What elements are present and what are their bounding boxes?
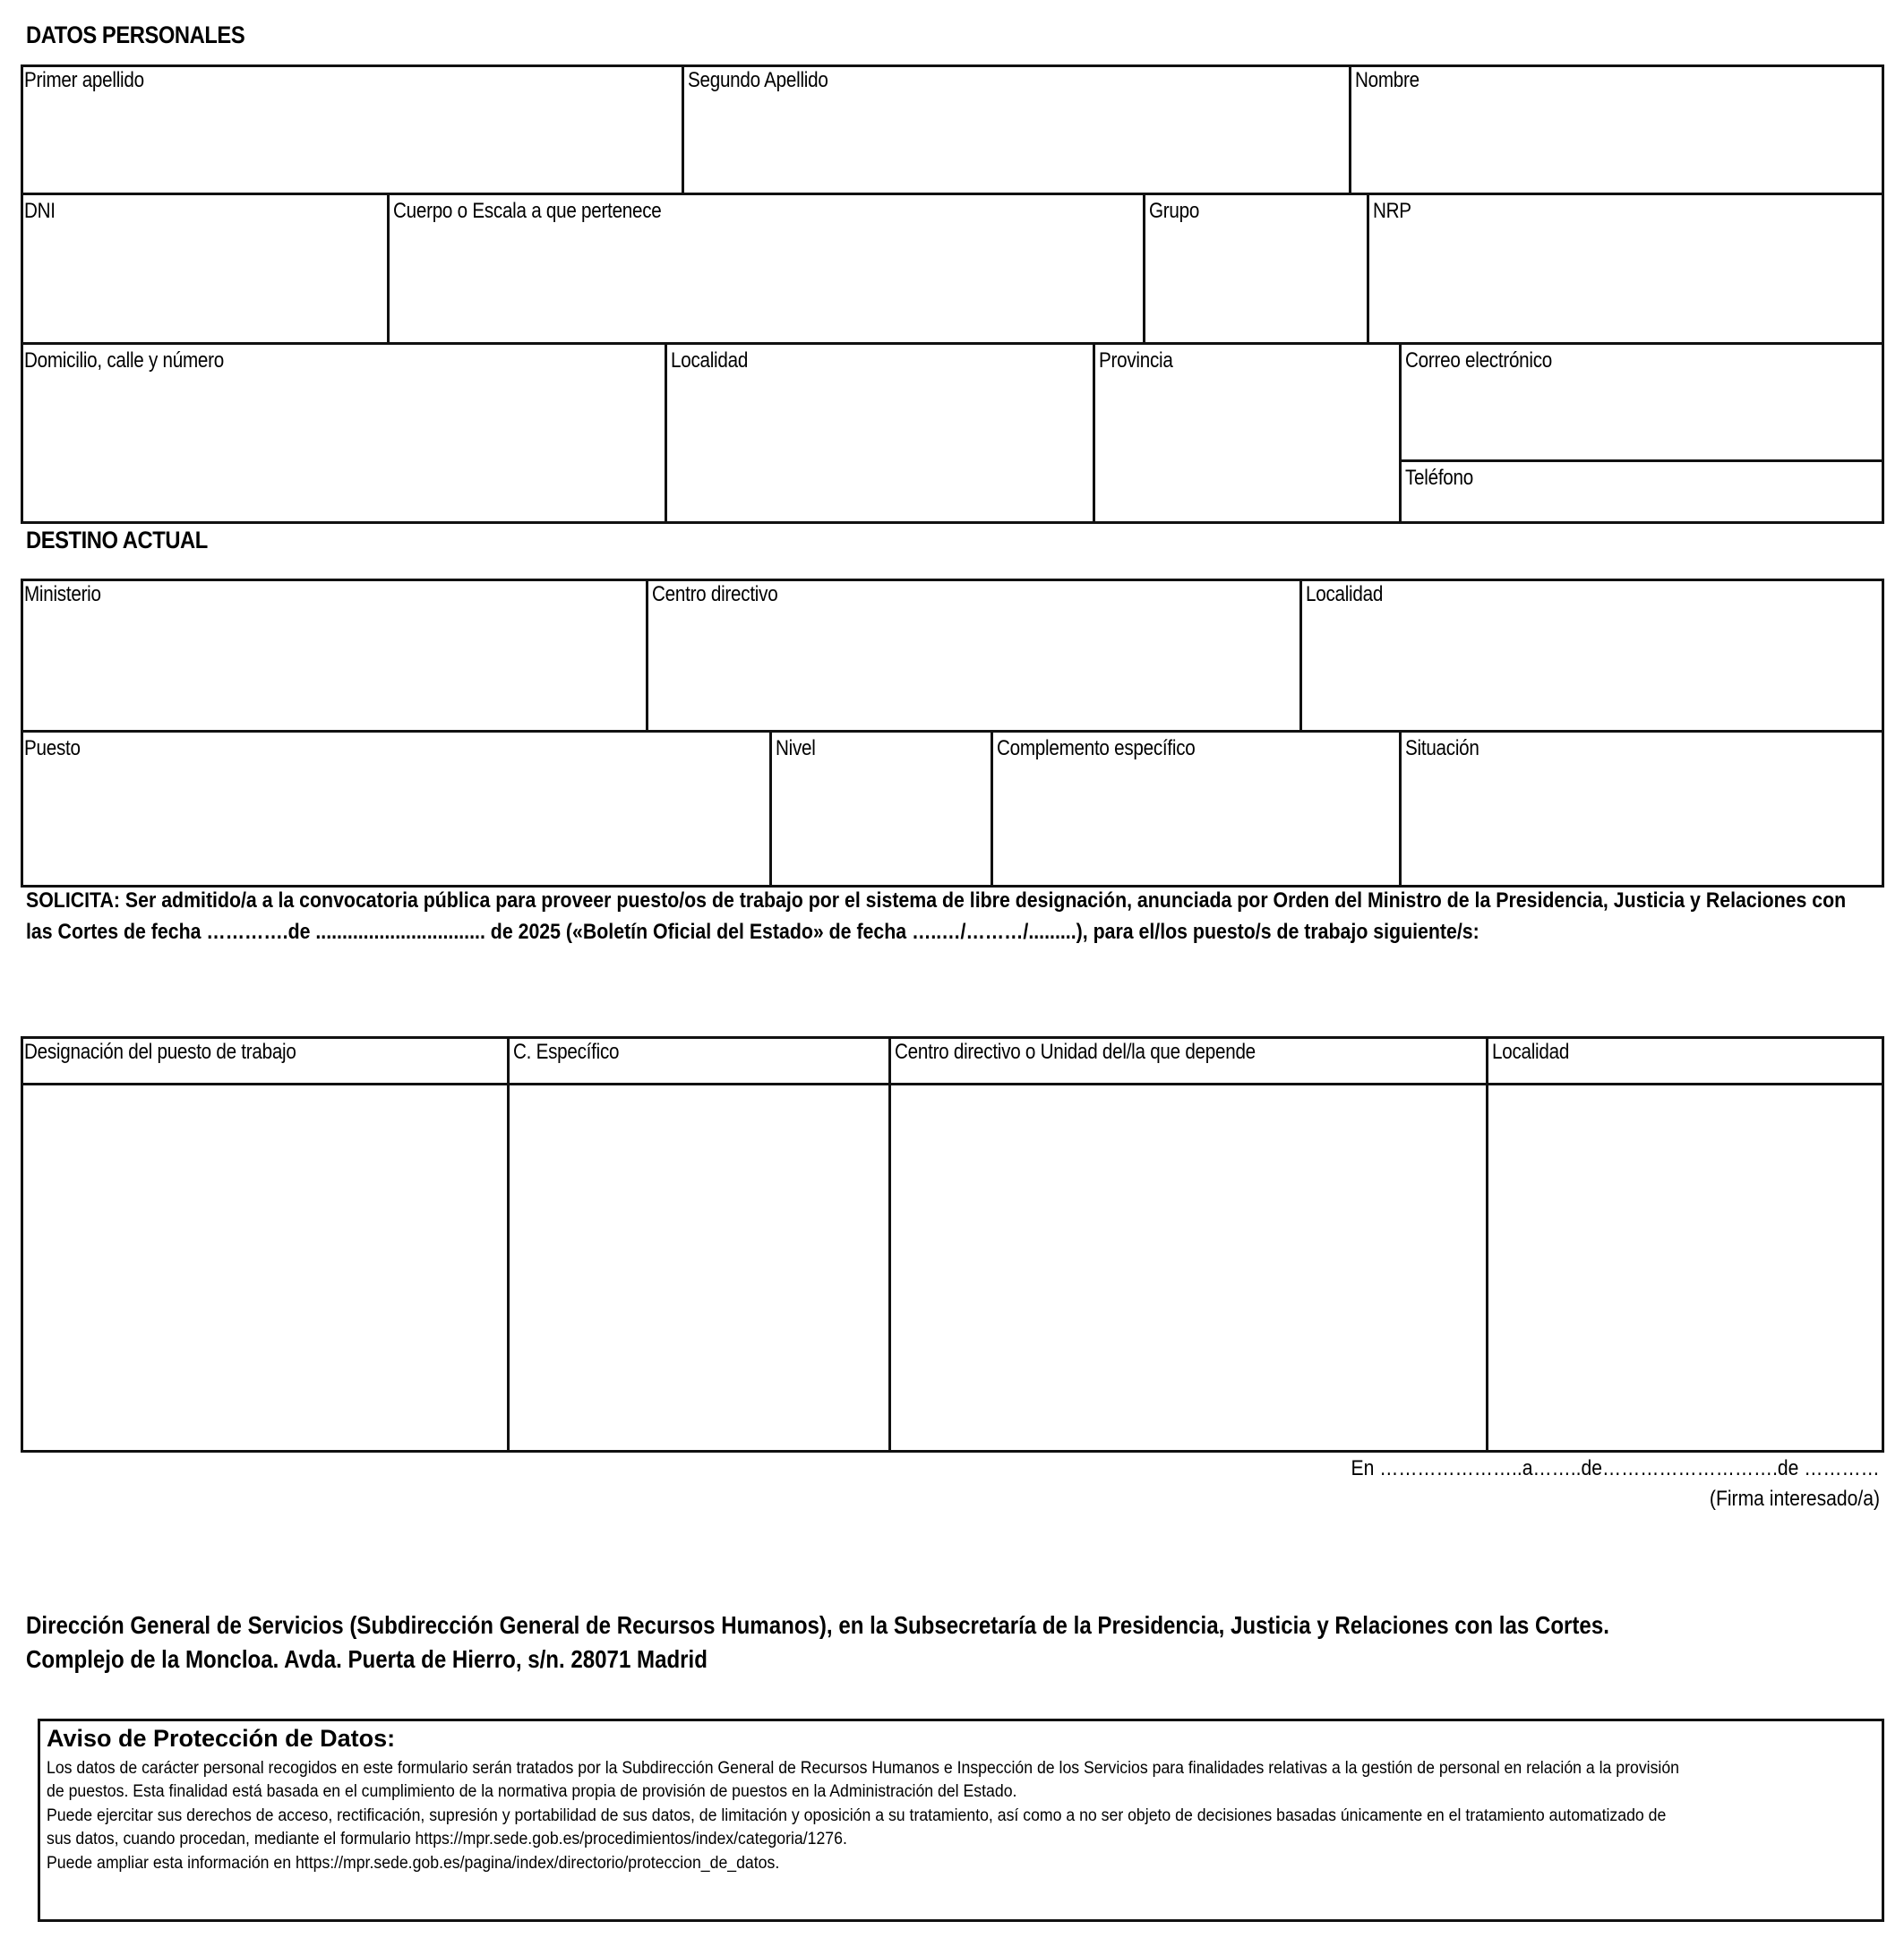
header-designacion (21, 1036, 510, 1083)
header-localidad (1486, 1036, 1884, 1083)
header-centro-directivo-unidad (888, 1036, 1488, 1083)
field-dni[interactable] (21, 193, 390, 345)
input-localidad[interactable] (1486, 1083, 1884, 1450)
field-cuerpo-escala[interactable] (387, 193, 1143, 345)
field-label: Centro directivo (652, 582, 778, 606)
field-puesto[interactable] (21, 730, 772, 888)
solicita-text-line-2: las Cortes de fecha ………….de ................................ de 2025 («Boletín Oficial del Estado» de fecha …..…/………/.........), para el/los puesto/s de trabajo siguiente/s: (26, 920, 1479, 944)
data-protection-title: Aviso de Protección de Datos: (47, 1725, 396, 1752)
field-label: Segundo Apellido (688, 68, 828, 92)
field-localidad[interactable] (665, 342, 1093, 524)
data-protection-line: sus datos, cuando procedan, mediante el formulario https://mpr.sede.gob.es/procedimientos/index/categoria/1276. (47, 1830, 847, 1848)
solicita-text-line-1: SOLICITA: Ser admitido/a a la convocatoria pública para proveer puesto/os de trabajo por el sistema de libre designación, anunciada por Orden del Ministro de la Presidencia, Justicia y Relaciones con (26, 888, 1847, 913)
field-centro-directivo[interactable] (646, 579, 1299, 733)
field-label: Grupo (1149, 199, 1200, 223)
input-centro-directivo-unidad[interactable] (888, 1083, 1488, 1450)
requested-posts-table (21, 1036, 1884, 1453)
field-label: Teléfono (1405, 466, 1473, 490)
field-primer-apellido[interactable] (21, 64, 684, 195)
field-nombre[interactable] (1349, 64, 1884, 195)
field-label: Provincia (1099, 348, 1173, 373)
field-segundo-apellido[interactable] (682, 64, 1349, 195)
field-label: Puesto (24, 736, 81, 760)
section-title-datos-personales: DATOS PERSONALES (26, 21, 245, 48)
column-header: Localidad (1492, 1040, 1570, 1064)
address-line-1: Dirección General de Servicios (Subdirección General de Recursos Humanos), en la Subsecretaría de la Presidencia, Justicia y Relaciones con las Cortes. (26, 1611, 1609, 1639)
field-label: Correo electrónico (1405, 348, 1553, 373)
field-label: Situación (1405, 736, 1479, 760)
field-label: Primer apellido (24, 68, 144, 92)
field-grupo[interactable] (1143, 193, 1367, 345)
field-complemento-especifico[interactable] (991, 730, 1399, 888)
section-title-destino-actual: DESTINO ACTUAL (26, 527, 208, 553)
column-header: Centro directivo o Unidad del/la que depende (895, 1040, 1256, 1064)
header-c-especifico (507, 1036, 891, 1083)
field-label: Cuerpo o Escala a que pertenece (393, 199, 662, 223)
field-correo-electronico[interactable] (1399, 342, 1884, 459)
input-designacion[interactable] (21, 1083, 510, 1450)
data-protection-line: Los datos de carácter personal recogidos en este formulario serán tratados por la Subdirección General de Recursos Humanos e Inspección de los Servicios para finalidades relativas a la gestión de personal en relación a la provisión (47, 1759, 1680, 1778)
field-provincia[interactable] (1093, 342, 1399, 524)
data-protection-line: de puestos. Esta finalidad está basada en el cumplimiento de la normativa propia de provisión de puestos en la Administración del Estado. (47, 1782, 1017, 1801)
data-protection-box (38, 1719, 1884, 1922)
field-label: NRP (1373, 199, 1411, 223)
column-header: C. Específico (513, 1040, 620, 1064)
input-c-especifico[interactable] (507, 1083, 891, 1450)
signature-place-date[interactable]: En …………………..a……..de……………………….de ………… (1351, 1456, 1880, 1480)
current-post-table (21, 579, 1884, 888)
data-protection-line: Puede ampliar esta información en https://mpr.sede.gob.es/pagina/index/directorio/proteccion_de_datos. (47, 1854, 780, 1873)
field-telefono[interactable] (1399, 459, 1884, 524)
field-label: Complemento específico (997, 736, 1196, 760)
field-label: DNI (24, 199, 56, 223)
column-header: Designación del puesto de trabajo (24, 1040, 296, 1064)
signature-label: (Firma interesado/a) (1709, 1487, 1880, 1511)
address-line-2: Complejo de la Moncloa. Avda. Puerta de Hierro, s/n. 28071 Madrid (26, 1645, 708, 1673)
field-label: Nivel (776, 736, 816, 760)
field-nivel[interactable] (769, 730, 991, 888)
field-label: Ministerio (24, 582, 101, 606)
field-localidad-destino[interactable] (1299, 579, 1884, 733)
field-situacion[interactable] (1399, 730, 1884, 888)
field-label: Localidad (671, 348, 749, 373)
field-label: Domicilio, calle y número (24, 348, 224, 373)
field-label: Localidad (1306, 582, 1384, 606)
personal-data-table (21, 64, 1884, 524)
data-protection-line: Puede ejercitar sus derechos de acceso, rectificación, supresión y portabilidad de sus datos, de limitación y oposición a su tratamiento, así como a no ser objeto de decisiones basadas únicamente en el tratamiento automatizado de (47, 1806, 1667, 1825)
field-nrp[interactable] (1367, 193, 1884, 345)
field-domicilio[interactable] (21, 342, 667, 524)
field-ministerio[interactable] (21, 579, 648, 733)
field-label: Nombre (1355, 68, 1419, 92)
